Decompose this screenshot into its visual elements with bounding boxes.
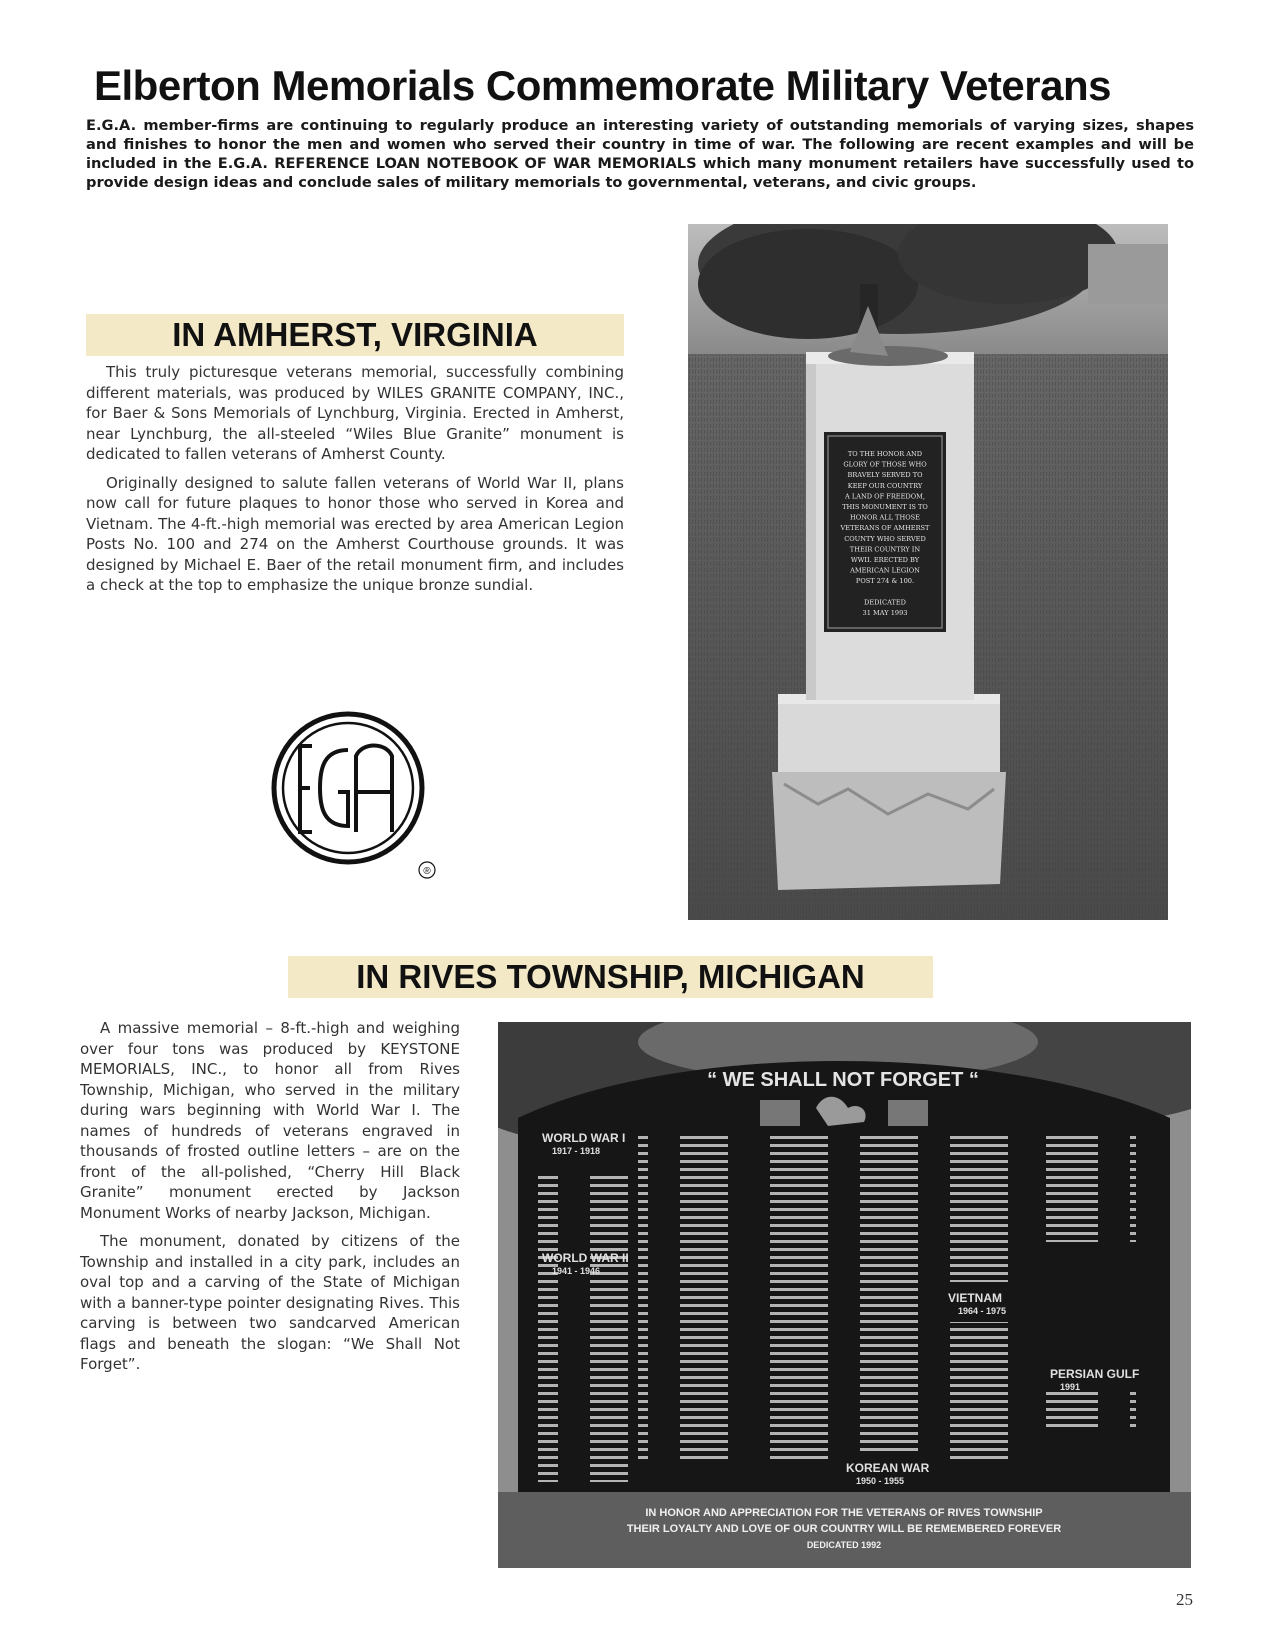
war-years: 1991 xyxy=(1060,1382,1081,1392)
plaque-line: BRAVELY SERVED TO xyxy=(847,471,923,480)
amherst-memorial-photo xyxy=(688,224,1168,920)
plaque-line: DEDICATED xyxy=(864,598,906,607)
section-body-rives xyxy=(80,1018,460,1383)
registered-mark: ® xyxy=(423,866,431,877)
war-heading: VIETNAM xyxy=(948,1291,1002,1305)
war-heading: KOREAN WAR xyxy=(846,1461,930,1475)
plaque-line: HONOR ALL THOSE xyxy=(850,513,920,522)
plaque-line: KEEP OUR COUNTRY xyxy=(847,481,923,490)
plaque-line: TO THE HONOR AND xyxy=(847,450,923,458)
plaque-line: VETERANS OF AMHERST xyxy=(840,524,930,533)
section-heading-rives: IN RIVES TOWNSHIP, MICHIGAN xyxy=(288,956,933,998)
war-heading: WORLD WAR II xyxy=(542,1251,629,1265)
war-years: 1950 - 1955 xyxy=(856,1476,905,1486)
section-heading-amherst: IN AMHERST, VIRGINIA xyxy=(86,314,624,356)
base-inscription-line: THEIR LOYALTY AND LOVE OF OUR COUNTRY WILL BE REMEMBERED FOREVER xyxy=(626,1523,1062,1535)
rives-slogan: “ WE SHALL NOT FORGET “ xyxy=(707,1069,979,1091)
war-years: 1917 - 1918 xyxy=(552,1146,601,1156)
section-body-amherst xyxy=(86,362,624,604)
plaque-line: COUNTY WHO SERVED xyxy=(844,534,926,543)
page-number: 25 xyxy=(1176,1590,1193,1609)
war-years: 1964 - 1975 xyxy=(958,1306,1007,1316)
base-inscription-line: IN HONOR AND APPRECIATION FOR THE VETERANS OF RIVES TOWNSHIP xyxy=(645,1507,1043,1519)
base-inscription-line: DEDICATED 1992 xyxy=(806,1540,882,1550)
page-title: Elberton Memorials Commemorate Military Veterans xyxy=(94,62,1111,109)
intro-paragraph: E.G.A. member-firms are continuing to regularly produce an interesting variety of outstanding memorials of varying sizes, shapes and finishes to honor the men and women who served their country in time of war. The following are recent examples and will be included in the E.G.A. REFERENCE LOAN NOTEBOOK OF WAR MEMORIALS which many monument retailers have successfully used to provide design ideas and conclude sales of military memorials to governmental, veterans, and civic groups. xyxy=(86,117,1194,191)
paragraph: A massive memorial – 8-ft.-high and weighing over four tons was produced by KEYSTONE MEMORIALS, INC., to honor all from Rives Township, Michigan, who served in the military during wars beginning with World War I. The names of hundreds of veterans engraved in thousands of frosted outline letters – are on the front of the all-polished, “Cherry Hill Black Granite” monument erected by Jackson Monument Works of nearby Jackson, Michigan. xyxy=(80,1019,460,1222)
plaque-line: GLORY OF THOSE WHO xyxy=(843,460,927,469)
ega-logo-icon xyxy=(270,710,442,882)
war-years: 1941 - 1946 xyxy=(552,1266,601,1276)
war-heading: WORLD WAR I xyxy=(542,1131,626,1145)
plaque-line: THIS MONUMENT IS TO xyxy=(842,503,928,511)
plaque-line: THEIR COUNTRY IN xyxy=(849,545,921,554)
plaque-line: 31 MAY 1993 xyxy=(862,609,908,617)
plaque-line: AMERICAN LEGION xyxy=(850,566,920,575)
paragraph: This truly picturesque veterans memorial, successfully combining different materials, was produced by WILES GRANITE COMPANY, INC., for Baer & Sons Memorials of Lynchburg, Virginia. Erected in Amherst, near Lynchburg, the all-steeled “Wiles Blue Granite” monument is dedicated to fallen veterans of Amherst County. xyxy=(86,363,624,463)
rives-memorial-photo xyxy=(498,1022,1191,1568)
war-heading: PERSIAN GULF xyxy=(1050,1367,1140,1381)
plaque-line: A LAND OF FREEDOM, xyxy=(845,492,925,501)
paragraph: The monument, donated by citizens of the Township and installed in a city park, includes an oval top and a carving of the State of Michigan with a banner-type pointer designating Rives. This carving is between two sandcarved American flags and beneath the slogan: “We Shall Not Forget”. xyxy=(80,1232,460,1373)
plaque-line: WWII. ERECTED BY xyxy=(850,556,920,564)
plaque-line: POST 274 & 100. xyxy=(855,577,915,586)
paragraph: Originally designed to salute fallen veterans of World War II, plans now call for future plaques to honor those who served in Korea and Vietnam. The 4-ft.-high memorial was erected by area American Legion Posts No. 100 and 274 on the Amherst Courthouse grounds. It was designed by Michael E. Baer of the retail monument firm, and includes a check at the top to emphasize the unique bronze sundial. xyxy=(86,473,624,594)
